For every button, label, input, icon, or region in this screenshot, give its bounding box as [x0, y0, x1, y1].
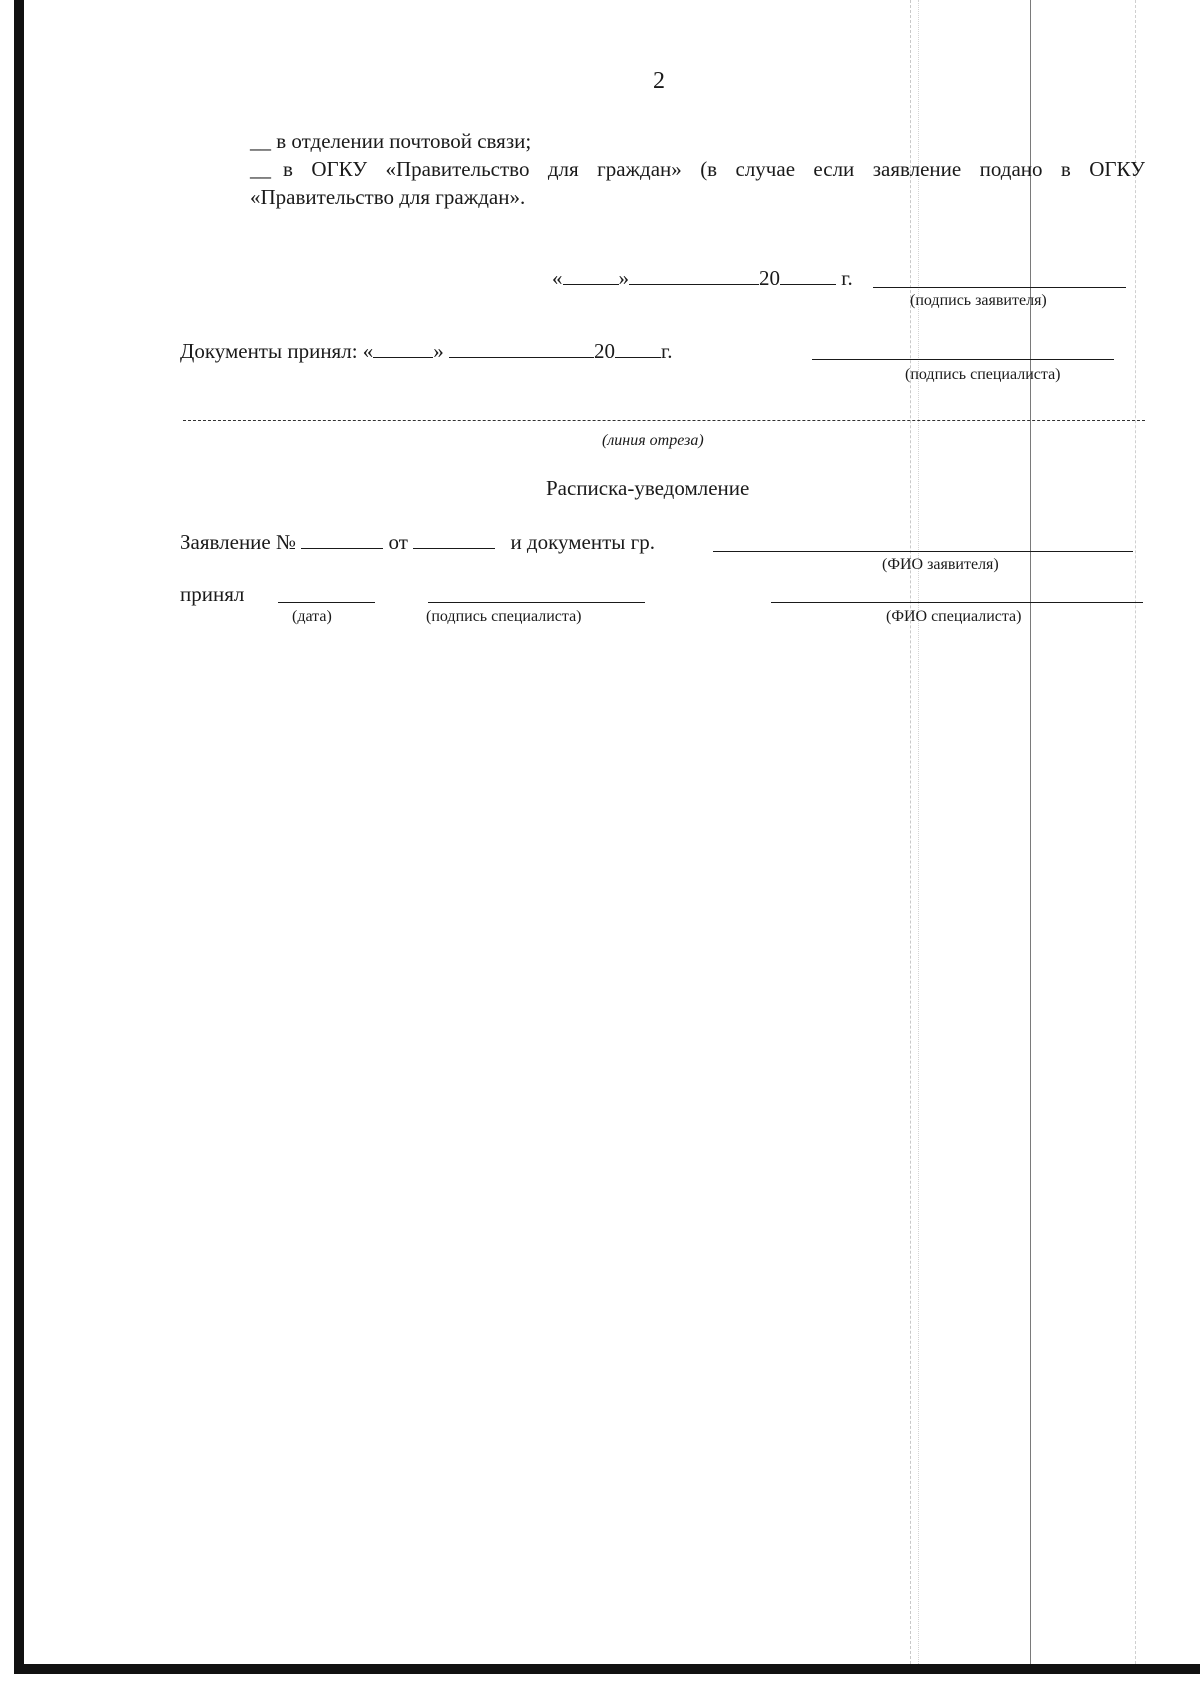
from-label: от [388, 530, 408, 554]
close-quote: » [433, 339, 444, 363]
open-quote: « [552, 266, 563, 290]
year-suffix: г. [661, 339, 673, 363]
specialist-signature-line[interactable] [812, 359, 1114, 360]
application-date-blank[interactable] [413, 528, 495, 549]
page-number: 2 [653, 68, 665, 94]
documents-accepted-field [180, 337, 673, 365]
specialist-signature-caption: (подпись специалиста) [905, 366, 1061, 383]
year-blank[interactable] [780, 264, 836, 285]
option-post-office [250, 127, 531, 155]
cut-line [183, 420, 1145, 421]
applicant-name-caption: (ФИО заявителя) [882, 556, 999, 573]
year-prefix: 20 [759, 266, 780, 290]
accepted-label: принял [180, 582, 245, 606]
receipt-specialist-signature-line[interactable] [428, 602, 645, 603]
month-blank[interactable] [449, 337, 594, 358]
applicant-date-field [552, 264, 853, 292]
scan-artifact-line [918, 0, 919, 1664]
receipt-application-row [180, 528, 655, 556]
scan-edge-left [14, 0, 24, 1672]
year-prefix: 20 [594, 339, 616, 363]
applicant-signature-line[interactable] [873, 287, 1126, 288]
option-ogku-label-line2: «Правительство для граждан». [250, 185, 526, 209]
year-blank[interactable] [615, 337, 661, 358]
option-ogku-label-line1: в ОГКУ «Правительство для граждан» (в случае если заявление подано в ОГКУ [283, 157, 1145, 181]
scan-artifact-line [1030, 0, 1031, 1664]
option-ogku [250, 155, 1145, 183]
application-number-label: Заявление № [180, 530, 297, 554]
cut-line-caption: (линия отреза) [602, 432, 704, 449]
option-post-office-label: в отделении почтовой связи; [276, 129, 532, 153]
applicant-signature-caption: (подпись заявителя) [910, 292, 1047, 309]
close-quote: » [618, 266, 629, 290]
receipt-specialist-name-caption: (ФИО специалиста) [886, 608, 1022, 625]
receipt-specialist-name-line[interactable] [771, 602, 1143, 603]
accepted-date-line[interactable] [278, 602, 375, 603]
documents-label: и документы гр. [510, 530, 655, 554]
documents-accepted-label: Документы принял: « [180, 339, 374, 363]
scan-artifact-line [910, 0, 911, 1664]
application-number-blank[interactable] [301, 528, 383, 549]
date-caption: (дата) [292, 608, 332, 625]
year-suffix: г. [841, 266, 853, 290]
receipt-specialist-signature-caption: (подпись специалиста) [426, 608, 582, 625]
checkbox-marker: __ [250, 157, 271, 181]
applicant-name-line[interactable] [713, 551, 1133, 552]
day-blank[interactable] [373, 337, 433, 358]
checkbox-marker: __ [250, 129, 271, 153]
month-blank[interactable] [629, 264, 759, 285]
day-blank[interactable] [563, 264, 619, 285]
receipt-title: Расписка-уведомление [546, 476, 750, 500]
scan-edge-bottom [14, 1664, 1200, 1674]
scan-artifact-line [1135, 0, 1136, 1664]
